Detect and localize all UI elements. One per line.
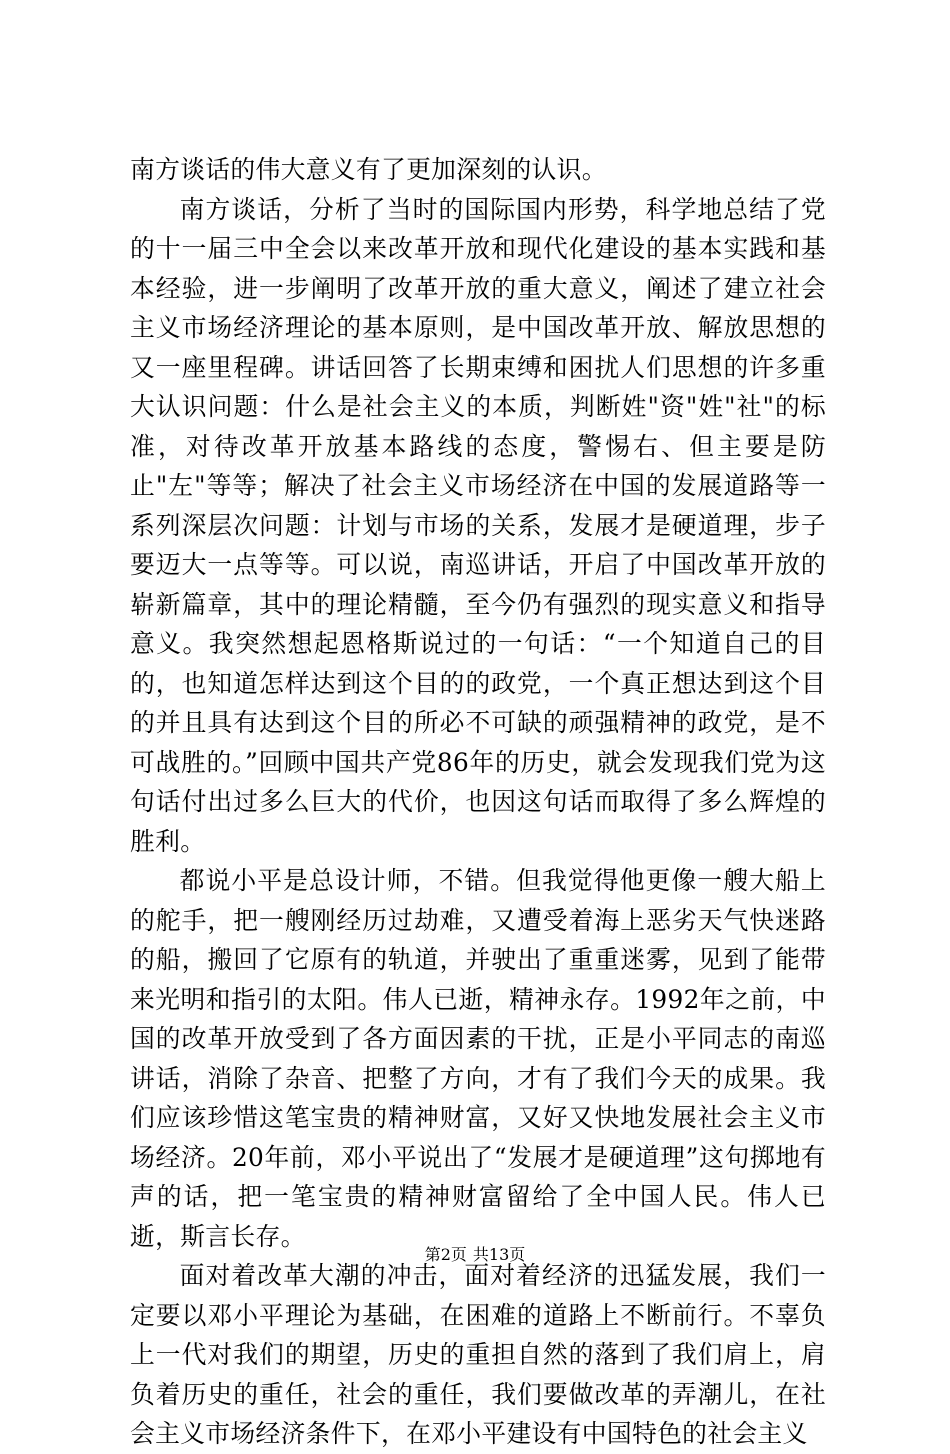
paragraph-southern-talk: 南方谈话，分析了当时的国际国内形势，科学地总结了党的十一届三中全会以来改革开放和现代化建设的基本实践和基本经验，进一步阐明了改革开放的重大意义，阐述了建立社会主义市场经济理论的基本原则，是中国改革开放、解放思想的又一座里程碑。讲话回答了长期束缚和困扰人们思想的许多重大认识问题：什么是社会主义的本质，判断姓"资"姓"社"的标准，对待改革开放基本路线的态度，警惕右、但主要是防止"左"等等；解决了社会主义市场经济在中国的发展道路等一系列深层次问题：计划与市场的关系，发展才是硬道理，步子要迈大一点等等。可以说，南巡讲话，开启了中国改革开放的崭新篇章，其中的理论精髓，至今仍有强烈的现实意义和指导意义。我突然想起恩格斯说过的一句话：“一个知道自己的目的，也知道怎样达到这个目的的政党，一个真正想达到这个目的并且具有达到这个目的所必不可缺的顽强精神的政党，是不可战胜的。”回顾中国共产党86年的历史，就会发现我们党为这句话付出过多么巨大的代价，也因这句话而取得了多么辉煌的胜利。 (130, 194, 826, 856)
page-total: 共13页 (472, 1245, 526, 1264)
paragraph-reform-tide: 面对着改革大潮的冲击，面对着经济的迅猛发展，我们一定要以邓小平理论为基础，在困难的道路上不断前行。不辜负上一代对我们的期望，历史的重担自然的落到了我们肩上，肩负着历史的重任，社会的重任，我们要做改革的弄潮儿，在社会主义市场经济条件下，在邓小平建设有中国特色的社会主义 (130, 1261, 826, 1448)
page-footer (0, 1244, 950, 1266)
paragraph-chief-architect: 都说小平是总设计师，不错。但我觉得他更像一艘大船上的舵手，把一艘刚经历过劫难，又遭受着海上恶劣天气快迷路的船，搬回了它原有的轨道，并驶出了重重迷雾，见到了能带来光明和指引的太阳。伟人已逝，精神永存。1992年之前，中国的改革开放受到了各方面因素的干扰，正是小平同志的南巡讲话，消除了杂音、把整了方向，才有了我们今天的成果。我们应该珍惜这笔宝贵的精神财富，又好又快地发展社会主义市场经济。20年前，邓小平说出了“发展才是硬道理”这句掷地有声的话，把一笔宝贵的精神财富留给了全中国人民。伟人已逝，斯言长存。 (130, 866, 826, 1251)
page-number: 第2页 (424, 1245, 467, 1264)
paragraph-continuation: 南方谈话的伟大意义有了更加深刻的认识。 (130, 155, 607, 184)
